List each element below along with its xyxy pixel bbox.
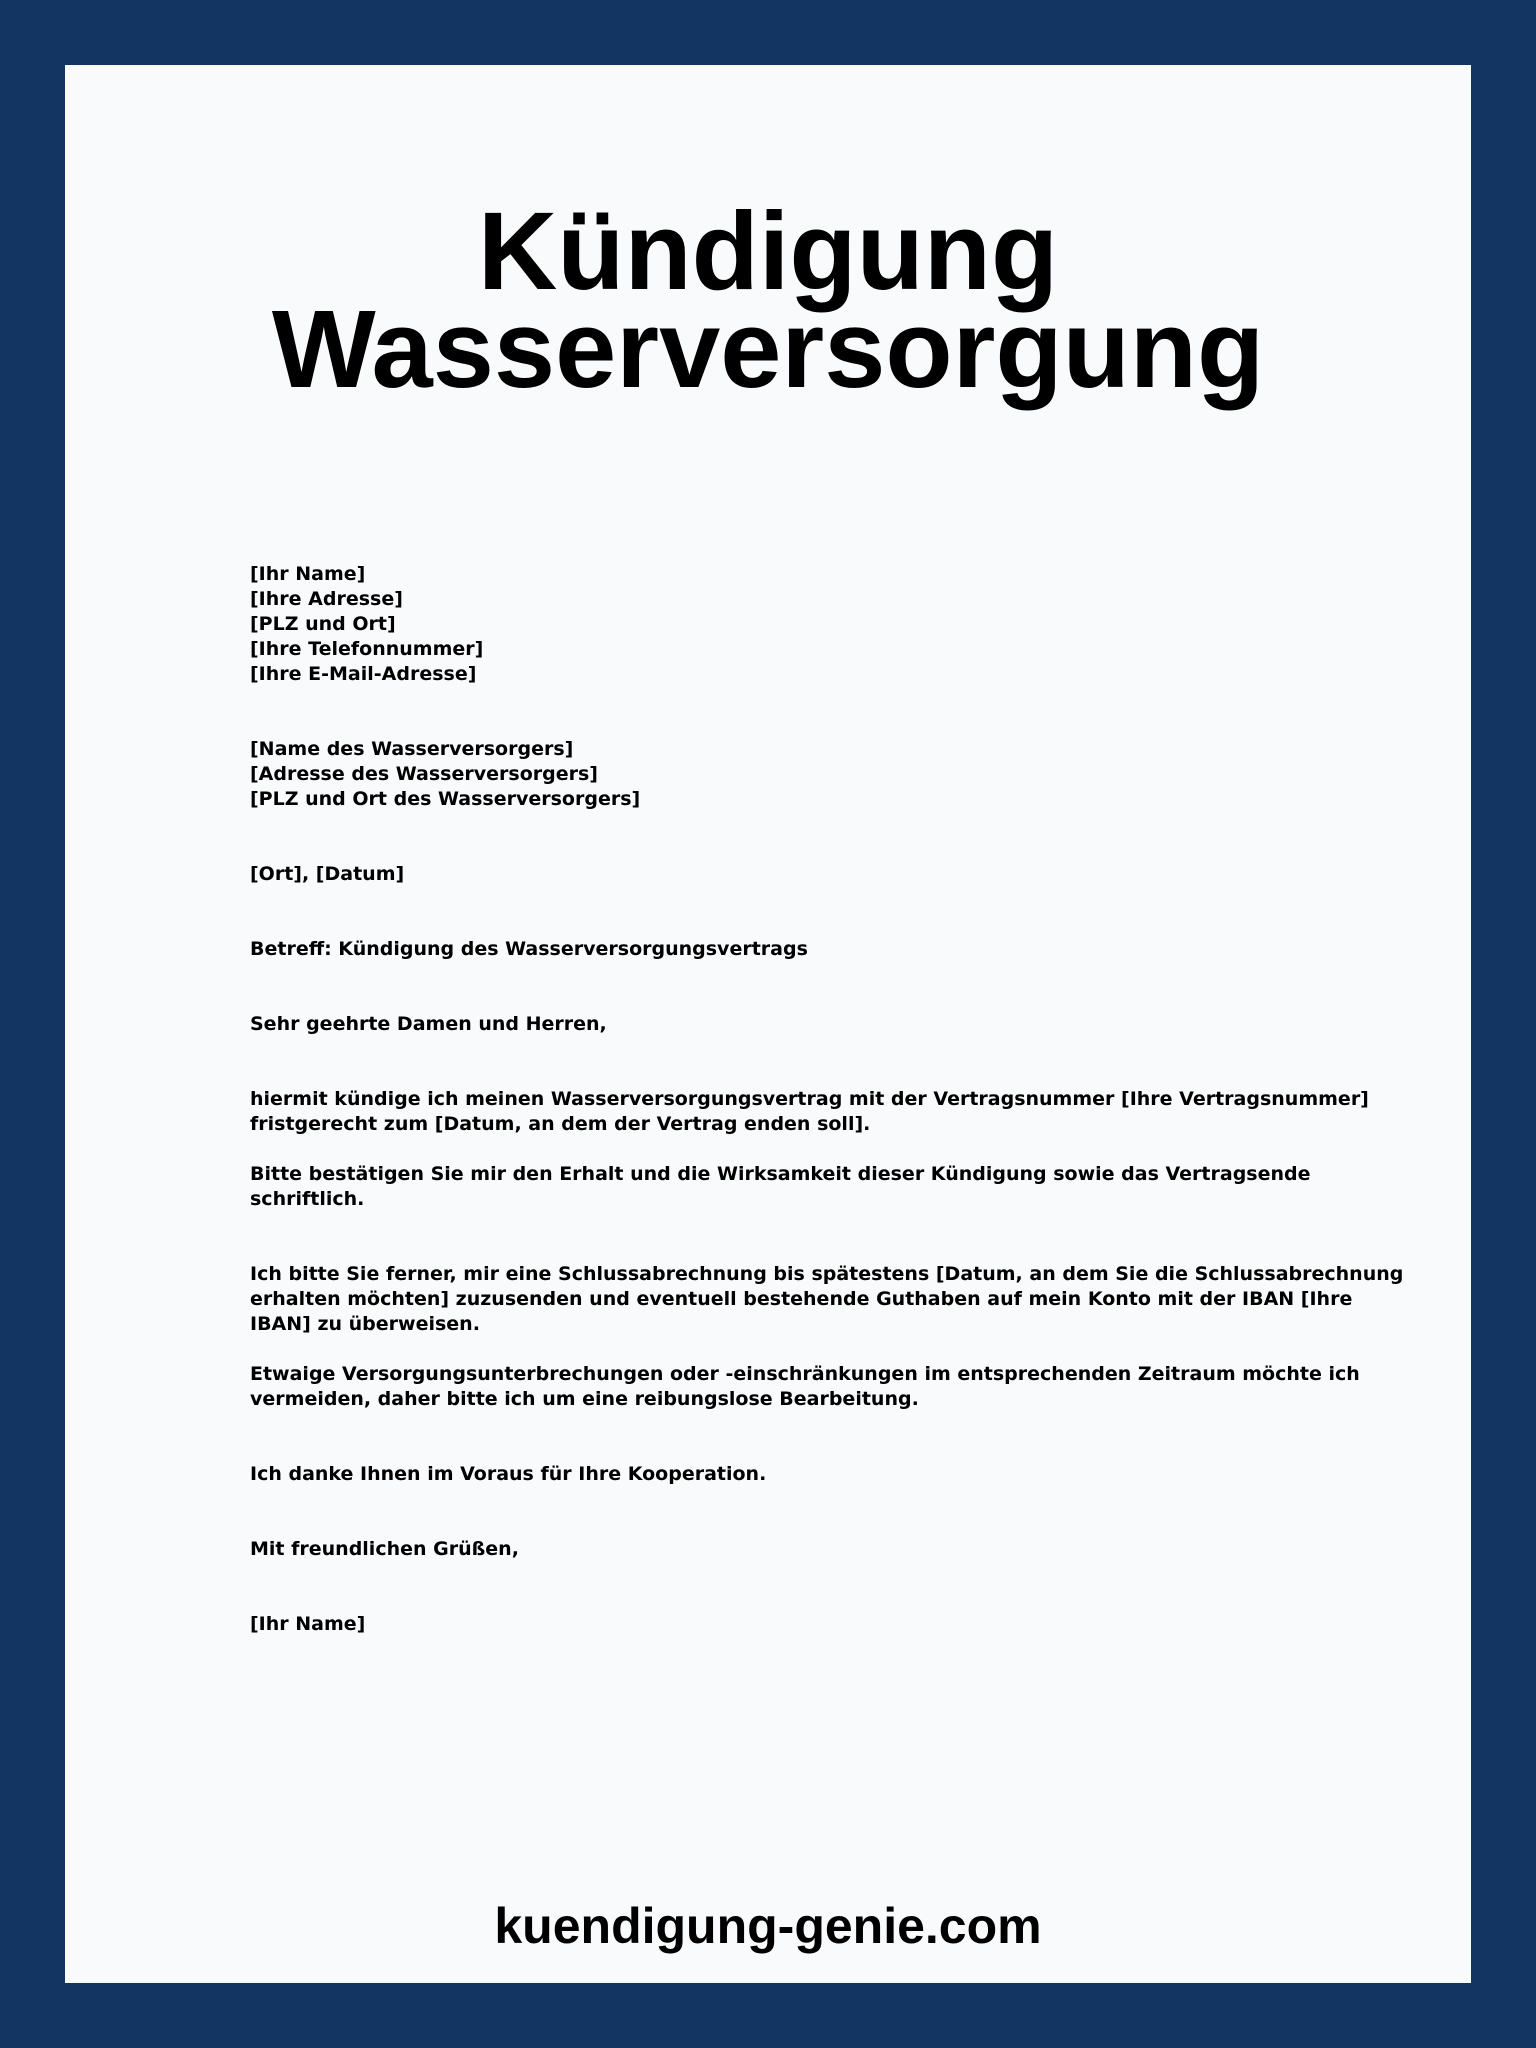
paragraph-1: [250, 1087, 1369, 1137]
recipient-address: [Adresse des Wasserversorgers]: [250, 763, 598, 785]
paragraph-3-line-1: Ich bitte Sie ferner, mir eine Schlussabrechnung bis spätestens [Datum, an dem Sie die Schlussabrechnung: [250, 1263, 1404, 1285]
sender-address: [Ihre Adresse]: [250, 588, 403, 610]
paragraph-1-line-2: fristgerecht zum [Datum, an dem der Vertrag enden soll].: [250, 1113, 871, 1135]
subject-text: Betreff: Kündigung des Wasserversorgungsvertrags: [250, 938, 808, 960]
sender-email: [Ihre E-Mail-Adresse]: [250, 663, 477, 685]
paragraph-3: [250, 1262, 1403, 1337]
signature-text: [Ihr Name]: [250, 1613, 366, 1635]
thanks: [250, 1462, 766, 1487]
paragraph-1-line-1: hiermit kündige ich meinen Wasserversorgungsvertrag mit der Vertragsnummer [Ihre Vertragsnummer]: [250, 1088, 1369, 1110]
salutation-text: Sehr geehrte Damen und Herren,: [250, 1013, 607, 1035]
signature: [250, 1612, 365, 1637]
place-date-text: [Ort], [Datum]: [250, 863, 405, 885]
title-line-1: Kündigung: [477, 190, 1059, 313]
recipient-city: [PLZ und Ort des Wasserversorgers]: [250, 788, 641, 810]
letter-page: [65, 65, 1471, 1983]
paragraph-3-line-3: IBAN] zu überweisen.: [250, 1313, 480, 1335]
title-line-2: Wasserversorgung: [271, 288, 1265, 411]
paragraph-4-line-1: Etwaige Versorgungsunterbrechungen oder -einschränkungen im entsprechenden Zeitraum möchte ich: [250, 1363, 1360, 1385]
footer-site: kuendigung-genie.com: [494, 1898, 1042, 1954]
sender-name: [Ihr Name]: [250, 563, 366, 585]
paragraph-2-line-1: Bitte bestätigen Sie mir den Erhalt und die Wirksamkeit dieser Kündigung sowie das Vertragsende: [250, 1163, 1311, 1185]
closing: [250, 1537, 519, 1562]
subject-line: [250, 937, 808, 962]
paragraph-2-line-2: schriftlich.: [250, 1188, 365, 1210]
paragraph-3-line-2: erhalten möchten] zuzusenden und eventuell bestehende Guthaben auf mein Konto mit der IBAN [Ihre: [250, 1288, 1353, 1310]
sender-city: [PLZ und Ort]: [250, 613, 396, 635]
paragraph-4: [250, 1362, 1360, 1412]
paragraph-4-line-2: vermeiden, daher bitte ich um eine reibungslose Bearbeitung.: [250, 1388, 919, 1410]
recipient-name: [Name des Wasserversorgers]: [250, 738, 574, 760]
place-date: [250, 862, 404, 887]
recipient-block: [250, 737, 640, 812]
paragraph-2: [250, 1162, 1311, 1212]
document-title: [65, 190, 1471, 411]
thanks-text: Ich danke Ihnen im Voraus für Ihre Kooperation.: [250, 1463, 767, 1485]
sender-phone: [Ihre Telefonnummer]: [250, 638, 484, 660]
sender-block: [250, 562, 483, 687]
salutation: [250, 1012, 607, 1037]
closing-text: Mit freundlichen Grüßen,: [250, 1538, 519, 1560]
